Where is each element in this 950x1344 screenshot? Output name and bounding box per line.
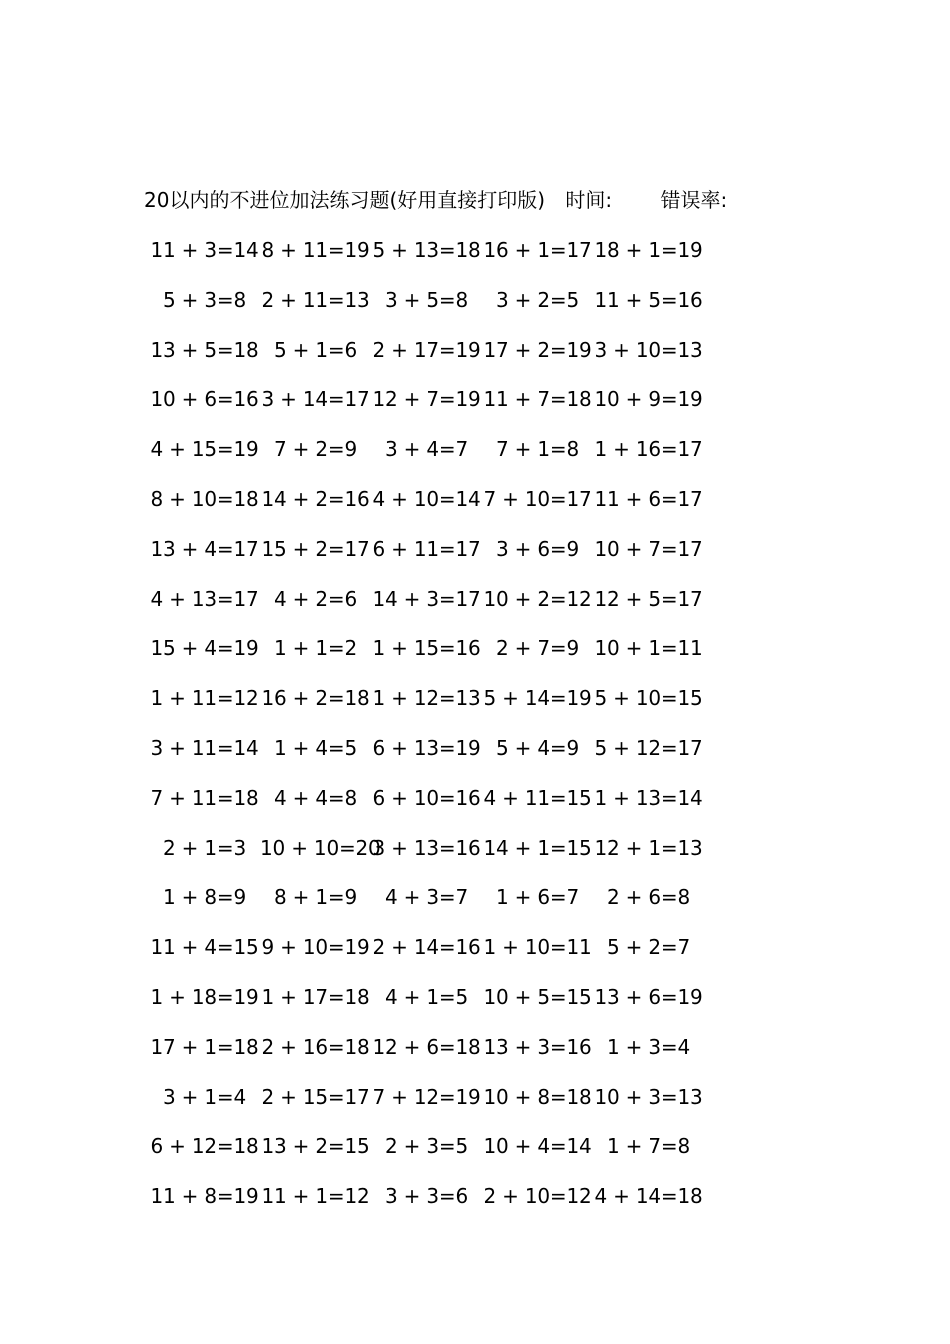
problem-item: 7 + 11=18 — [150, 785, 259, 810]
problem-row — [149, 634, 704, 684]
problem-item: 12 + 5=17 — [594, 586, 703, 611]
problem-row — [149, 883, 704, 933]
problem-row — [149, 1083, 704, 1133]
worksheet-title: 20以内的不进位加法练习题(好用直接打印版) — [144, 188, 546, 212]
problem-item: 7 + 1=8 — [495, 437, 579, 462]
problem-item: 18 + 1=19 — [594, 238, 703, 262]
time-label: 时间: — [565, 188, 613, 212]
problem-row — [149, 684, 704, 734]
problem-item: 16 + 1=17 — [483, 238, 592, 262]
problem-item: 11 + 7=18 — [483, 387, 592, 412]
problem-item: 13 + 6=19 — [594, 984, 703, 1009]
problem-item: 5 + 2=7 — [606, 935, 690, 960]
problem-item: 3 + 3=6 — [384, 1184, 468, 1209]
problem-item: 3 + 5=8 — [384, 287, 468, 312]
problem-item: 4 + 11=15 — [483, 785, 592, 810]
problem-item: 5 + 13=18 — [372, 238, 481, 262]
problem-row — [149, 585, 704, 635]
problem-row — [149, 933, 704, 983]
problem-item: 4 + 15=19 — [150, 437, 259, 462]
problem-item: 4 + 1=5 — [384, 984, 468, 1009]
problem-row — [149, 983, 704, 1033]
problem-item: 13 + 3=16 — [483, 1034, 592, 1059]
problem-item: 1 + 18=19 — [150, 984, 259, 1009]
problem-item: 1 + 6=7 — [495, 885, 579, 910]
problem-row — [149, 286, 704, 336]
problem-item: 1 + 10=11 — [483, 935, 592, 960]
problem-item: 7 + 2=9 — [273, 437, 357, 462]
problem-item: 3 + 10=13 — [594, 337, 703, 362]
problem-item: 2 + 3=5 — [384, 1134, 468, 1159]
problem-row — [149, 485, 704, 535]
problem-item: 1 + 7=8 — [606, 1134, 690, 1159]
problem-item: 12 + 6=18 — [372, 1034, 481, 1059]
problem-item: 10 + 5=15 — [483, 984, 592, 1009]
problem-item: 11 + 4=15 — [150, 935, 259, 960]
problem-item: 1 + 11=12 — [150, 686, 259, 711]
problem-item: 10 + 10=20 — [260, 835, 381, 860]
problem-item: 1 + 4=5 — [273, 735, 357, 760]
problem-item: 5 + 12=17 — [594, 735, 703, 760]
problem-item: 13 + 4=17 — [150, 536, 259, 561]
problem-item: 3 + 6=9 — [495, 536, 579, 561]
problem-row — [149, 535, 704, 585]
problem-item: 1 + 12=13 — [372, 686, 481, 711]
problem-item: 9 + 10=19 — [261, 935, 370, 960]
problem-item: 4 + 14=18 — [594, 1184, 703, 1209]
problem-row — [149, 1182, 704, 1232]
problem-item: 12 + 1=13 — [594, 835, 703, 860]
problem-item: 3 + 4=7 — [384, 437, 468, 462]
problem-item: 1 + 8=9 — [162, 885, 246, 910]
problem-item: 12 + 7=19 — [372, 387, 481, 412]
problem-item: 4 + 4=8 — [273, 785, 357, 810]
problem-item: 8 + 1=9 — [273, 885, 357, 910]
problem-item: 10 + 9=19 — [594, 387, 703, 412]
problem-row — [149, 734, 704, 784]
problem-item: 4 + 13=17 — [150, 586, 259, 611]
problem-row — [149, 385, 704, 435]
problem-item: 2 + 7=9 — [495, 636, 579, 661]
problem-item: 14 + 2=16 — [261, 486, 370, 511]
problem-item: 6 + 13=19 — [372, 735, 481, 760]
problem-item: 1 + 16=17 — [594, 437, 703, 462]
problem-item: 11 + 3=14 — [150, 238, 259, 262]
problem-item: 5 + 1=6 — [273, 337, 357, 362]
problem-item: 10 + 3=13 — [594, 1084, 703, 1109]
problem-item: 2 + 6=8 — [606, 885, 690, 910]
problem-item: 2 + 10=12 — [483, 1184, 592, 1209]
problem-item: 3 + 11=14 — [150, 735, 259, 760]
problem-item: 1 + 1=2 — [273, 636, 357, 661]
problem-item: 8 + 11=19 — [261, 238, 370, 262]
problem-item: 15 + 4=19 — [150, 636, 259, 661]
problem-item: 6 + 10=16 — [372, 785, 481, 810]
problem-item: 1 + 13=14 — [594, 785, 703, 810]
problem-item: 4 + 2=6 — [273, 586, 357, 611]
problem-item: 2 + 15=17 — [261, 1084, 370, 1109]
problem-item: 13 + 5=18 — [150, 337, 259, 362]
problem-item: 1 + 3=4 — [606, 1034, 690, 1059]
problem-item: 4 + 10=14 — [372, 486, 481, 511]
problem-item: 14 + 3=17 — [372, 586, 481, 611]
problem-row — [149, 336, 704, 386]
problem-item: 10 + 7=17 — [594, 536, 703, 561]
problem-item: 10 + 8=18 — [483, 1084, 592, 1109]
problem-item: 3 + 13=16 — [372, 835, 481, 860]
problem-item: 10 + 2=12 — [483, 586, 592, 611]
problem-item: 10 + 4=14 — [483, 1134, 592, 1159]
problem-item: 5 + 3=8 — [162, 287, 246, 312]
problem-item: 11 + 6=17 — [594, 486, 703, 511]
problem-item: 5 + 10=15 — [594, 686, 703, 711]
problem-item: 13 + 2=15 — [261, 1134, 370, 1159]
problem-item: 3 + 2=5 — [495, 287, 579, 312]
problem-item: 6 + 11=17 — [372, 536, 481, 561]
problem-item: 7 + 12=19 — [372, 1084, 481, 1109]
problem-item: 2 + 17=19 — [372, 337, 481, 362]
problem-item: 11 + 8=19 — [150, 1184, 259, 1209]
problem-item: 8 + 10=18 — [150, 486, 259, 511]
problem-item: 2 + 1=3 — [162, 835, 246, 860]
problem-item: 14 + 1=15 — [483, 835, 592, 860]
problem-item: 3 + 14=17 — [261, 387, 370, 412]
error-rate-label: 错误率: — [660, 188, 728, 212]
problem-item: 1 + 17=18 — [261, 984, 370, 1009]
problem-item: 11 + 1=12 — [261, 1184, 370, 1209]
problem-row — [149, 1033, 704, 1083]
problem-item: 1 + 15=16 — [372, 636, 481, 661]
problem-item: 6 + 12=18 — [150, 1134, 259, 1159]
problem-item: 11 + 5=16 — [594, 287, 703, 312]
problem-row — [149, 1132, 704, 1182]
problem-item: 3 + 1=4 — [162, 1084, 246, 1109]
problem-row — [149, 236, 704, 286]
problem-row — [149, 784, 704, 834]
problem-item: 7 + 10=17 — [483, 486, 592, 511]
problem-item: 10 + 6=16 — [150, 387, 259, 412]
problem-item: 4 + 3=7 — [384, 885, 468, 910]
problem-item: 2 + 16=18 — [261, 1034, 370, 1059]
problem-row — [149, 834, 704, 884]
problem-item: 5 + 14=19 — [483, 686, 592, 711]
problem-item: 10 + 1=11 — [594, 636, 703, 661]
problem-item: 2 + 11=13 — [261, 287, 370, 312]
problem-item: 5 + 4=9 — [495, 735, 579, 760]
worksheet-header — [144, 186, 727, 214]
problem-item: 17 + 2=19 — [483, 337, 592, 362]
problem-row — [149, 435, 704, 485]
problem-item: 15 + 2=17 — [261, 536, 370, 561]
problem-grid — [149, 236, 704, 1232]
problem-item: 16 + 2=18 — [261, 686, 370, 711]
problem-item: 17 + 1=18 — [150, 1034, 259, 1059]
problem-item: 2 + 14=16 — [372, 935, 481, 960]
